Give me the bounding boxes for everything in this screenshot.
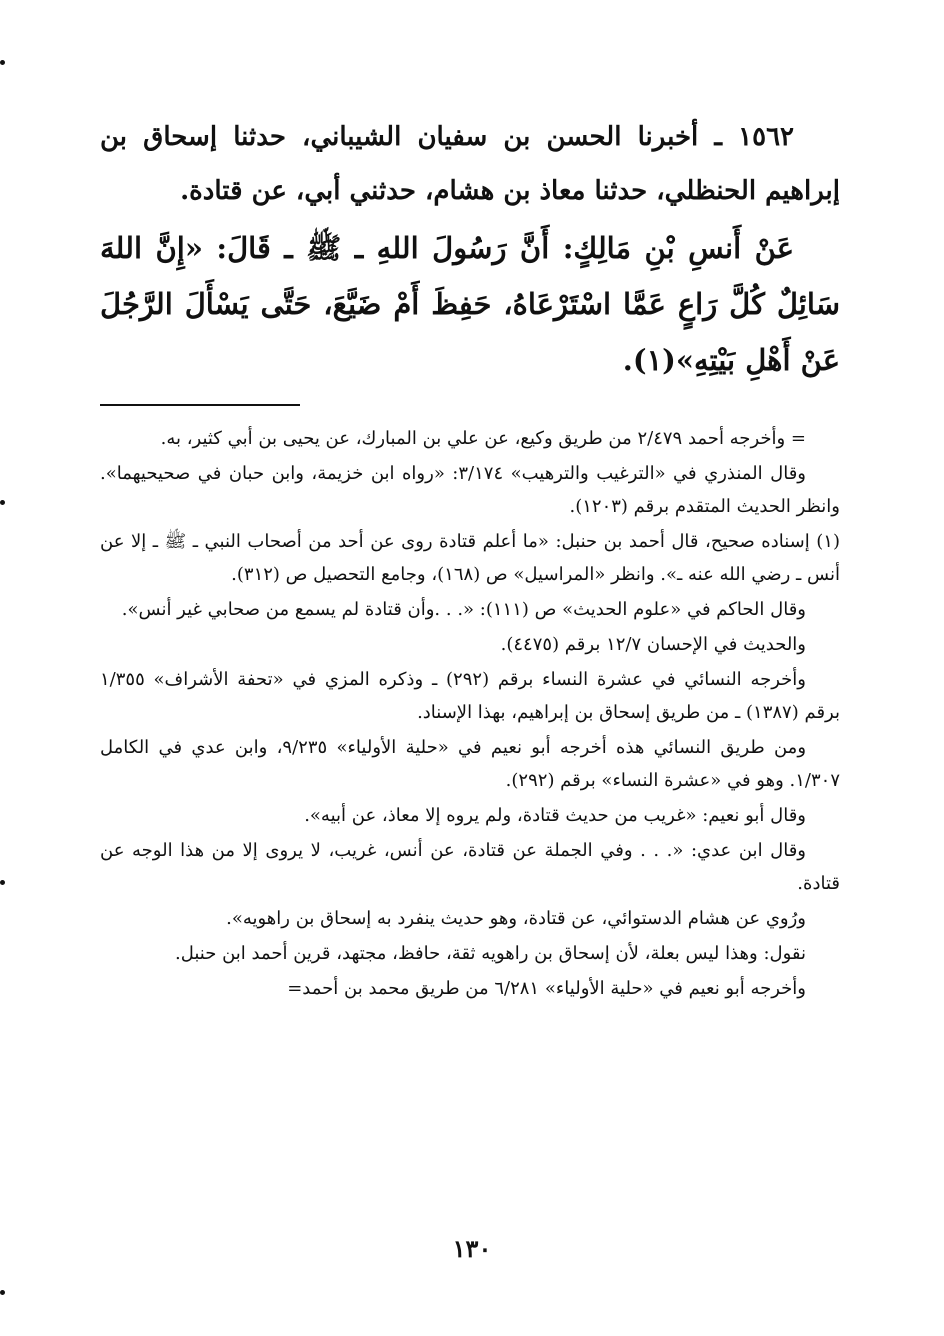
footnote-paragraph: والحديث في الإحسان ١٢/٧ برقم (٤٤٧٥). bbox=[500, 634, 806, 655]
page-number: ١٣٠ bbox=[452, 1234, 492, 1263]
margin-mark bbox=[0, 1290, 5, 1295]
footnote-paragraph: وأخرجه النسائي في عشرة النساء برقم (٢٩٢) ـ وذكره المزي في «تحفة الأشراف» ١/٣٥٥ برقم (١٣٨٧) ـ من طريق إسحاق بن إبراهيم، بهذا الإسناد. bbox=[100, 669, 840, 723]
footnote-paragraph: = وأخرجه أحمد ٢/٤٧٩ من طريق وكيع، عن علي بن المبارك، عن يحيى بن أبي كثير، به. bbox=[160, 428, 806, 449]
main-text bbox=[100, 110, 840, 218]
footnote-divider-wrap bbox=[100, 394, 840, 414]
footnote-paragraph: وقال الحاكم في «علوم الحديث» ص (١١١): «. . .وأن قتادة لم يسمع من صحابي غير أنس». bbox=[121, 599, 806, 620]
page-body bbox=[100, 110, 840, 1270]
margin-mark bbox=[0, 500, 5, 505]
margin-mark bbox=[0, 60, 5, 65]
footnote-paragraph: ورُوي عن هشام الدستوائي، عن قتادة، وهو حديث ينفرد به إسحاق بن راهويه». bbox=[226, 908, 806, 929]
footnote-paragraph: ومن طريق النسائي هذه أخرجه أبو نعيم في «حلية الأولياء» ٩/٢٣٥، وابن عدي في الكامل ١/٣٠٧. وهو في «عشرة النساء» برقم (٢٩٢). bbox=[100, 737, 840, 791]
hadith-paragraph: عَنْ أَنسِ بْنِ مَالِكٍ: أَنَّ رَسُولَ اللهِ ـ ﷺ ـ قَالَ: «إِنَّ اللهَ سَائِلٌ كُلَّ رَاعٍ عَمَّا اسْتَرْعَاهُ، حَفِظَ أَمْ ضَيَّعَ، حَتَّى يَسْأَلَ الرَّجُلَ عَنْ أَهْلِ بَيْتِهِ»(١). bbox=[100, 231, 840, 377]
footnotes bbox=[100, 422, 840, 1005]
margin-mark bbox=[0, 880, 5, 885]
footnote-paragraph: نقول: وهذا ليس بعلة، لأن إسحاق بن راهويه ثقة، حافظ، مجتهد، قرين أحمد ابن حنبل. bbox=[175, 943, 806, 964]
hadith-text bbox=[100, 220, 840, 388]
footnote-paragraph: وقال أبو نعيم: «غريب من حديث قتادة، ولم يروه إلا معاذ، عن أبيه». bbox=[304, 805, 806, 826]
footnote-paragraph: وأخرجه أبو نعيم في «حلية الأولياء» ٦/٢٨١ من طريق محمد بن أحمد= bbox=[287, 978, 806, 999]
footnote-paragraph: وقال المنذري في «الترغيب والترهيب» ٣/١٧٤: «رواه ابن خزيمة، وابن حبان في صحيحيهما». وانظر الحديث المتقدم برقم (١٢٠٣). bbox=[100, 463, 840, 517]
footnote-paragraph: وقال ابن عدي: «. . . وفي الجملة عن قتادة، عن أنس، غريب، لا يروى إلا من هذا الوجه عن قتادة. bbox=[100, 840, 840, 894]
isnad-paragraph: ١٥٦٢ ـ أخبرنا الحسن بن سفيان الشيباني، حدثنا إسحاق بن إبراهيم الحنظلي، حدثنا معاذ بن هشام، حدثني أبي، عن قتادة. bbox=[100, 122, 840, 206]
footnote-divider bbox=[100, 404, 300, 406]
footnote-paragraph: (١) إسناده صحيح، قال أحمد بن حنبل: «ما أعلم قتادة روى عن أحد من أصحاب النبي ـ ﷺ ـ إلا عن أنس ـ رضي الله عنه ـ». وانظر «المراسيل» ص (١٦٨)، وجامع التحصيل ص (٣١٢). bbox=[100, 531, 840, 585]
